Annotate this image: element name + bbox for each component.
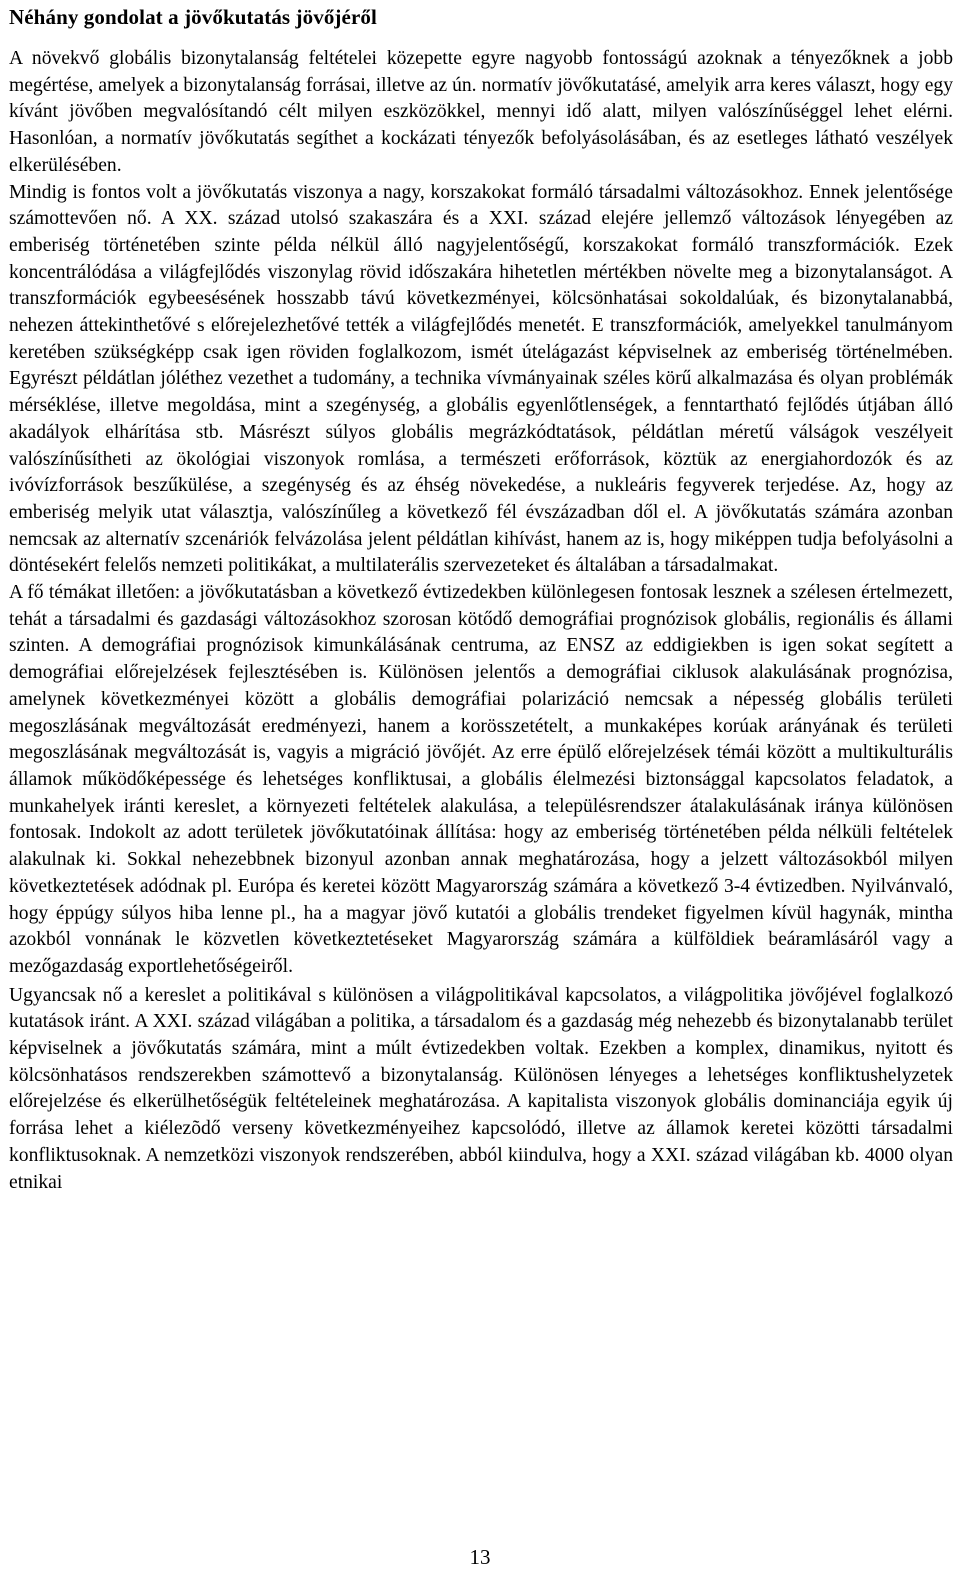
document-title: Néhány gondolat a jövőkutatás jövőjéről xyxy=(9,5,377,29)
paragraph-demography: A fő témákat illetően: a jövőkutatásban a következő évtizedekben különlegesen fontosak lesznek a szélesen értelmezett, tehát a társadalmi és gazdasági változásokhoz szorosan kötődő demográfiai prognózisok globális, regionális és állami szinten. A demográfiai prognózisok kimunkálásának centruma, az ENSZ az eddigiekben is igen sokat segített a demográfiai előrejelzések fejlesztésében is. Különösen jelentős a demográfiai ciklusok alakulásának prognózisa, amelynek következményei között a globális demográfiai polarizáció nemcsak a népesség globális területi megoszlásának megváltozását eredményezi, hanem a korösszetételt, a munkaképes korúak arányának és területi megoszlásának megváltozását is, vagyis a migráció jövőjét. Az erre épülő előrejelzések témái között a multikulturális államok működőképessége és lehetséges konfliktusai, a globális élelmezési biztonsággal kapcsolatos feladatok, a munkahelyek iránti kereslet, a környezeti feltételek alakulása, a településrendszer átalakulásának iránya különösen fontosak. Indokolt az adott területek jövőkutatóinak állítása: hogy az emberiség történetében példa nélküli feltételek alakulnak ki. Sokkal nehezebbnek bizonyul azonban annak meghatározása, hogy a jelzett változásokból milyen következtetések adódnak pl. Európa és keretei között Magyarország számára a következő 3-4 évtizedben. Nyilvánvaló, hogy éppúgy súlyos hiba lenne pl., ha a magyar jövő kutatói a globális trendeket figyelmen kívül hagynák, mintha azokból vonnának le közvetlen következtetéseket Magyarország számára a külföldiek beáramlásáról vagy a mezőgazdaság exportlehetőségeiről. xyxy=(9,582,953,977)
page-number: 13 xyxy=(469,1545,491,1569)
paragraph-intro: A növekvő globális bizonytalanság feltételei közepette egyre nagyobb fontosságú azoknak a tényezőknek a jobb megértése, amelyek a bizonytalanság forrásai, illetve az ún. normatív jövőkutatásé, amelyik arra keres választ, hogy egy kívánt jövőben megvalósítandó célt milyen eszközökkel, mennyi idő alatt, milyen valószínűséggel lehet elérni. Hasonlóan, a normatív jövőkutatás segíthet a kockázati tényezők befolyásolásában, és az esetleges látható veszélyek elkerülésében. xyxy=(9,48,953,176)
document-page xyxy=(9,0,953,1196)
document-body xyxy=(9,46,953,1196)
paragraph-transformations: Mindig is fontos volt a jövőkutatás viszonya a nagy, korszakokat formáló társadalmi változásokhoz. Ennek jelentősége számottevően nő. A XX. század utolsó szakaszára és a XXI. század elejére jellemző változások lényegében az emberiség történetében szinte példa nélkül álló nagyjelentőségű, korszakokat formáló transzformációk. Ezek koncentrálódása a világfejlődés viszonylag rövid időszakára hihetetlen mértékben növelte meg a bizonytalanságot. A transzformációk egybeesésének hosszabb távú következményei, kölcsönhatásai sokoldalúak, és bizonytalanabbá, nehezen áttekinthetővé s előrejelezhetővé tették a világfejlődés menetét. E transzformációk, amelyekkel tanulmányom keretében szükségképp csak igen röviden foglalkozom, ismét útelágazást képviselnek az emberiség történelmében. Egyrészt példátlan jóléthez vezethet a tudomány, a technika vívmányainak széles körű alkalmazása és olyan problémák mérséklése, illetve megoldása, mint a szegénység, a globális egyenlőtlenségek, a fenntartható fejlődés útjában álló akadályok elhárítása stb. Másrészt súlyos globális megrázkódtatások, példátlan méretű válságok veszélyeit valószínűsítheti az ökológiai viszonyok romlása, a természeti erőforrások, köztük az energiahordozók és az ivóvízforrások beszűkülése, a szegénység és az éhség növekedése, a nukleáris fegyverek terjedése. Az, hogy az emberiség melyik utat választja, valószínűleg a következő fél évszázadban dől el. A jövőkutatás számára azonban nemcsak az alternatív szcenáriók felvázolása jelent példátlan kihívást, hanem az is, hogy miképpen tudja befolyásolni a döntésekért felelős nemzeti politikákat, a multilaterális szervezeteket és általában a társadalmakat. xyxy=(9,181,953,577)
paragraph-world-politics: Ugyancsak nő a kereslet a politikával s különösen a világpolitikával kapcsolatos, a világpolitika jövőjével foglalkozó kutatások iránt. A XXI. század világában a politika, a társadalom és a gazdaság még nehezebb és bizonytalanabb terület képviselnek a jövőkutatás számára, mint a múlt évtizedekben voltak. Ezekben a komplex, dinamikus, nyitott és kölcsönhatásos rendszerekben számottevő a bizonytalanság. Különösen lényeges a lehetséges konfliktushelyzetek előrejelzése és elkerülhetőségük feltételeinek meghatározása. A kapitalista viszonyok globális dominanciája egyik új forrása lehet a kiélezõdő verseny következményeihez kapcsolódó, illetve az államok keretei közötti társadalmi konfliktusoknak. A nemzetközi viszonyok rendszerében, abból kiindulva, hogy a XXI. század világában kb. 4000 olyan etnikai xyxy=(9,984,953,1193)
